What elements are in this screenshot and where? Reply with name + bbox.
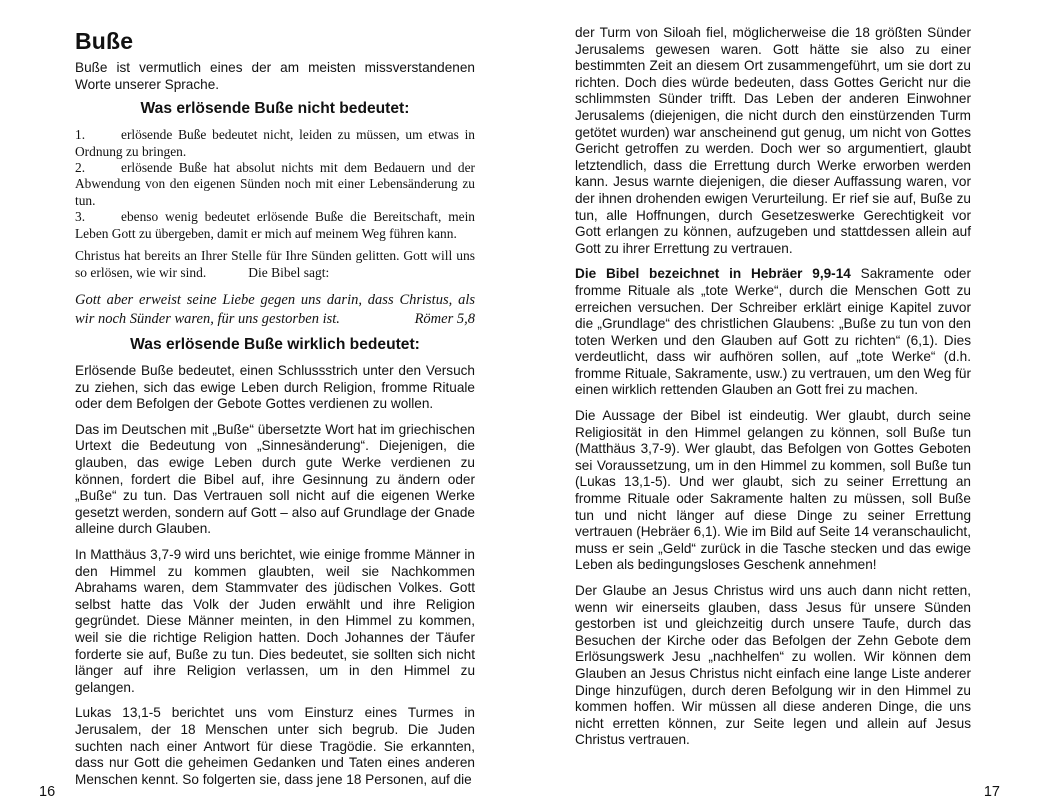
heading-true-meaning: Was erlösende Buße wirklich bedeutet: xyxy=(130,336,420,354)
left-page xyxy=(75,28,475,797)
paragraph-rest: Sakramente oder fromme Rituale als „tote Werke“, durch die Menschen Gott zu erreichen versuchen. Der Schreiber erklärt einige Kapitel zuvor die „Grundlage“ des christlichen Glaubens: „Buße zu tun von den toten Werken und den Glauben auf Gott zu richten“ (6,1). Dies verdeutlicht, dass wir aufhören sollen, auf „tote Werke“ (d.h. fromme Rituale, Sakramente, usw.) zu vertrauen, um den Weg für einen wirklich rettenden Glauben an Gott frei zu machen. xyxy=(575,266,971,398)
body-paragraph: der Turm von Siloah fiel, möglicherweise die 18 größten Sünder Jerusalems gewesen waren. Gott hätte sie also zu einer bestimmten Zeit an diesem Ort zusammengeführt, um sie dort zu richten. Doch dies würde bedeuten, dass Gottes Gericht nur die schlimmsten Sünder trifft. Das Leben der anderen Einwohner Jerusalems (diejenigen, die nicht durch den einstürzenden Turm getötet wurden) war anscheinend gut genug, um nicht von Gottes Gericht getroffen zu werden. Doch wer so argumentiert, glaubt letztendlich, dass die Errettung durch Werke erworben werden kann. Jesus warnte diejenigen, die dieser Auffassung waren, vor der ihnen drohenden ewigen Verurteilung. Er rief sie auf, Buße zu tun, alle Hoffnungen, durch Gesetzeswerke Gerechtigkeit vor Gott erlangen zu können, aufzugeben und stattdessen allein auf Gott zu ihrer Errettung zu vertrauen. xyxy=(575,25,971,256)
body-paragraph: In Matthäus 3,7-9 wird uns berichtet, wie einige fromme Männer in den Himmel zu kommen glaubten, weil sie Nachkommen Abrahams waren, dem Stammvater des jüdischen Volkes. Gott selbst hatte das Volk der Juden erwählt und ihre Religion gegründet. Diese Männer meinten, in den Himmel zu kommen, weil sie die richtige Religion hatten. Doch Johannes der Täufer forderte sie auf, Buße zu tun. Dies bedeutet, sie sollten sich nicht länger auf ihre Religion verlassen, um in den Himmel zu gelangen. xyxy=(75,546,475,695)
hebrews-paragraph xyxy=(575,266,971,399)
page-number-left: 16 xyxy=(39,784,56,800)
body-paragraph: Das im Deutschen mit „Buße“ übersetzte Wort hat im griechischen Urtext die Bedeutung von „Sinnesänderung“. Diejenigen, die glauben, das ewige Leben durch gute Werke verdienen zu können, fordert die Bibel auf, ihre Gesinnung zu ändern oder „Buße“ zu tun. Das Vertrauen soll nicht auf die eigenen Werke gesetzt werden, sondern auf Gott – also auf Grundlage der Gnade alleine durch Glauben. xyxy=(75,421,475,537)
list-number: 2. xyxy=(75,160,86,175)
body-paragraph: Die Aussage der Bibel ist eindeutig. Wer glaubt, durch seine Religiosität in den Himmel gelangen zu können, soll Buße tun (Matthäus 3,7-9). Wer glaubt, das Befolgen von Gottes Geboten sei Voraussetzung, um in den Himmel zu kommen, soll Buße tun (Lukas 13,1-5). Und wer glaubt, sich zu seiner Errettung an fromme Rituale oder Sakramente halten zu müssen, soll Buße tun und nicht länger auf diese Dinge zu seiner Errettung vertrauen (Hebräer 6,1). Wie im Bild auf Seite 14 veranschaulicht, muss er sein „Geld“ zurück in die Tasche stecken und das ewige Leben als bedingungsloses Geschenk annehmen! xyxy=(575,408,971,573)
list-number: 1. xyxy=(75,127,86,143)
list-number: 3. xyxy=(75,209,86,225)
bible-says-text: Die Bibel sagt: xyxy=(248,264,330,280)
bold-lead: Die Bibel bezeichnet in Hebräer 9,9-14 xyxy=(575,266,851,282)
body-paragraph: Der Glaube an Jesus Christus wird uns auch dann nicht retten, wenn wir einerseits glauben, dass Jesus für unsere Sünden gestorben ist und gleichzeitig durch unsere Taufe, durch das Besuchen der Kirche oder das Befolgen der Zehn Gebote dem Erlösungswerk Jesu „nachhelfen“ zu wollen. Wir können dem Glauben an Jesus Christus nicht einfach eine lange Liste anderer Dinge hinzufügen, durch deren Befolgung wir in den Himmel zu kommen hoffen. Wir müssen all diese anderen Dinge, die uns nicht erretten können, zur Seite legen und allein auf Jesus Christus vertrauen. xyxy=(575,583,971,748)
page-title: Buße xyxy=(75,28,134,54)
list-text: ebenso wenig bedeutet erlösende Buße die Bereitschaft, mein Leben Gott zu übergeben, damit er mich auf meinem Weg führen kann. xyxy=(75,209,475,241)
body-paragraph: Erlösende Buße bedeutet, einen Schlussstrich unter den Versuch zu ziehen, sich das ewige Leben durch Religion, fromme Rituale oder dem Befolgen der Gebote Gottes verdienen zu wollen. xyxy=(75,363,475,412)
list-item xyxy=(75,127,475,160)
quote-text: Gott aber erweist seine Liebe gegen uns darin, dass Christus, als wir noch Sünder waren, für uns gestorben ist. xyxy=(75,292,475,327)
page-number-right: 17 xyxy=(983,784,1000,800)
intro-paragraph: Buße ist vermutlich eines der am meisten missverstandenen Worte unserer Sprache. xyxy=(75,60,475,92)
negation-list xyxy=(75,127,475,242)
right-page xyxy=(575,25,971,758)
list-text: erlösende Buße hat absolut nichts mit dem Bedauern und der Abwendung von den eigenen Sünden noch mit einer Lebensänderung zu tun. xyxy=(75,160,475,208)
christ-text: Christus hat bereits an Ihrer Stelle für Ihre Sünden gelitten. Gott will uns so erlösen, wie wir sind. xyxy=(75,248,475,280)
heading-not-meaning: Was erlösende Buße nicht bedeutet: xyxy=(140,100,410,118)
list-item xyxy=(75,160,475,209)
bible-quote xyxy=(75,291,475,328)
body-paragraph: Lukas 13,1-5 berichtet uns vom Einsturz eines Turmes in Jerusalem, der 18 Menschen unter sich begrub. Die Juden suchten nach einer Antwort für diese Tragödie. Sie erkannten, dass nur Gott die geheimen Gedanken und Taten eines anderen Menschen kennt. So folgerten sie, dass jene 18 Personen, auf die xyxy=(75,705,475,787)
list-item xyxy=(75,209,475,242)
christ-paragraph xyxy=(75,248,475,281)
quote-reference: Römer 5,8 xyxy=(414,310,475,327)
list-text: erlösende Buße bedeutet nicht, leiden zu müssen, um etwas in Ordnung zu bringen. xyxy=(75,127,475,159)
